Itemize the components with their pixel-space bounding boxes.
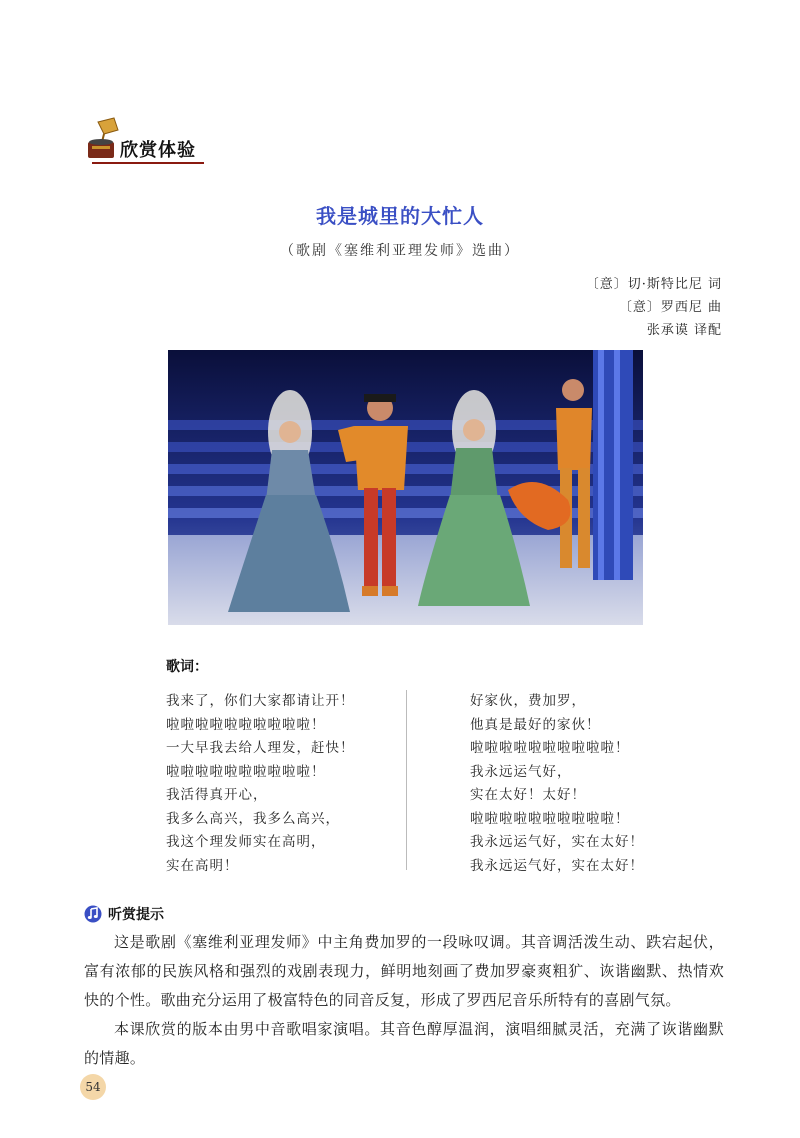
lyric-line: 我永远运气好， xyxy=(470,763,572,780)
composer-credit: 〔意〕罗西尼 曲 xyxy=(618,300,722,315)
tips-paragraph: 本课欣赏的版本由男中音歌唱家演唱。其音色醇厚温润，演唱细腻灵活，充满了诙谐幽默的情趣。 xyxy=(84,1020,724,1067)
lyric-line: 他真是最好的家伙！ xyxy=(470,716,601,733)
lyric-line: 我这个理发师实在高明， xyxy=(166,834,326,850)
section-title: 欣赏体验 xyxy=(120,140,196,161)
lyric-line: 啦啦啦啦啦啦啦啦啦啦！ xyxy=(166,716,326,733)
lyrics-divider xyxy=(406,690,407,870)
tips-paragraph: 这是歌剧《塞维利亚理发师》中主角费加罗的一段咏叹调。其音调活泼生动、跌宕起伏，富有浓郁的民族风格和强烈的戏剧表现力，鲜明地刻画了费加罗豪爽粗犷、诙谐幽默、热情欢快的个性。歌曲充分运用了极富特色的同音反复，形成了罗西尼音乐所特有的喜剧气氛。 xyxy=(84,933,724,1009)
lyric-line: 我来了，你们大家都请让开！ xyxy=(166,693,355,709)
lyrics-left-column xyxy=(166,690,355,878)
section-underline xyxy=(92,162,204,164)
song-title: 我是城里的大忙人 xyxy=(316,204,484,228)
lyric-line: 实在高明！ xyxy=(166,857,239,874)
lyrics-label: 歌词： xyxy=(166,659,208,675)
lyric-line: 好家伙，费加罗， xyxy=(470,693,586,709)
opera-stage-photo xyxy=(168,350,643,625)
listening-tips-title: 听赏提示 xyxy=(108,907,164,923)
lyric-line: 一大早我去给人理发，赶快！ xyxy=(166,740,355,756)
gramophone-icon xyxy=(84,116,124,162)
section-header xyxy=(84,116,204,164)
lyric-line: 我永远运气好，实在太好！ xyxy=(470,857,644,874)
song-subtitle: （歌剧《塞维利亚理发师》选曲） xyxy=(280,243,520,259)
page-number: 54 xyxy=(80,1074,106,1100)
translator-credit: 张承谟 译配 xyxy=(646,323,722,338)
lyricist-credit: 〔意〕切·斯特比尼 词 xyxy=(585,277,722,292)
lyric-line: 我永远运气好，实在太好！ xyxy=(470,834,644,850)
lyric-line: 实在太好！太好！ xyxy=(470,787,586,803)
lyric-line: 我活得真开心， xyxy=(166,787,268,803)
lyric-line: 啦啦啦啦啦啦啦啦啦啦！ xyxy=(470,740,630,756)
lyrics-right-column xyxy=(470,690,644,878)
lyric-line: 我多么高兴，我多么高兴， xyxy=(166,810,340,827)
music-note-icon xyxy=(84,905,102,923)
lyric-line: 啦啦啦啦啦啦啦啦啦啦！ xyxy=(470,810,630,827)
lyric-line: 啦啦啦啦啦啦啦啦啦啦！ xyxy=(166,763,326,780)
